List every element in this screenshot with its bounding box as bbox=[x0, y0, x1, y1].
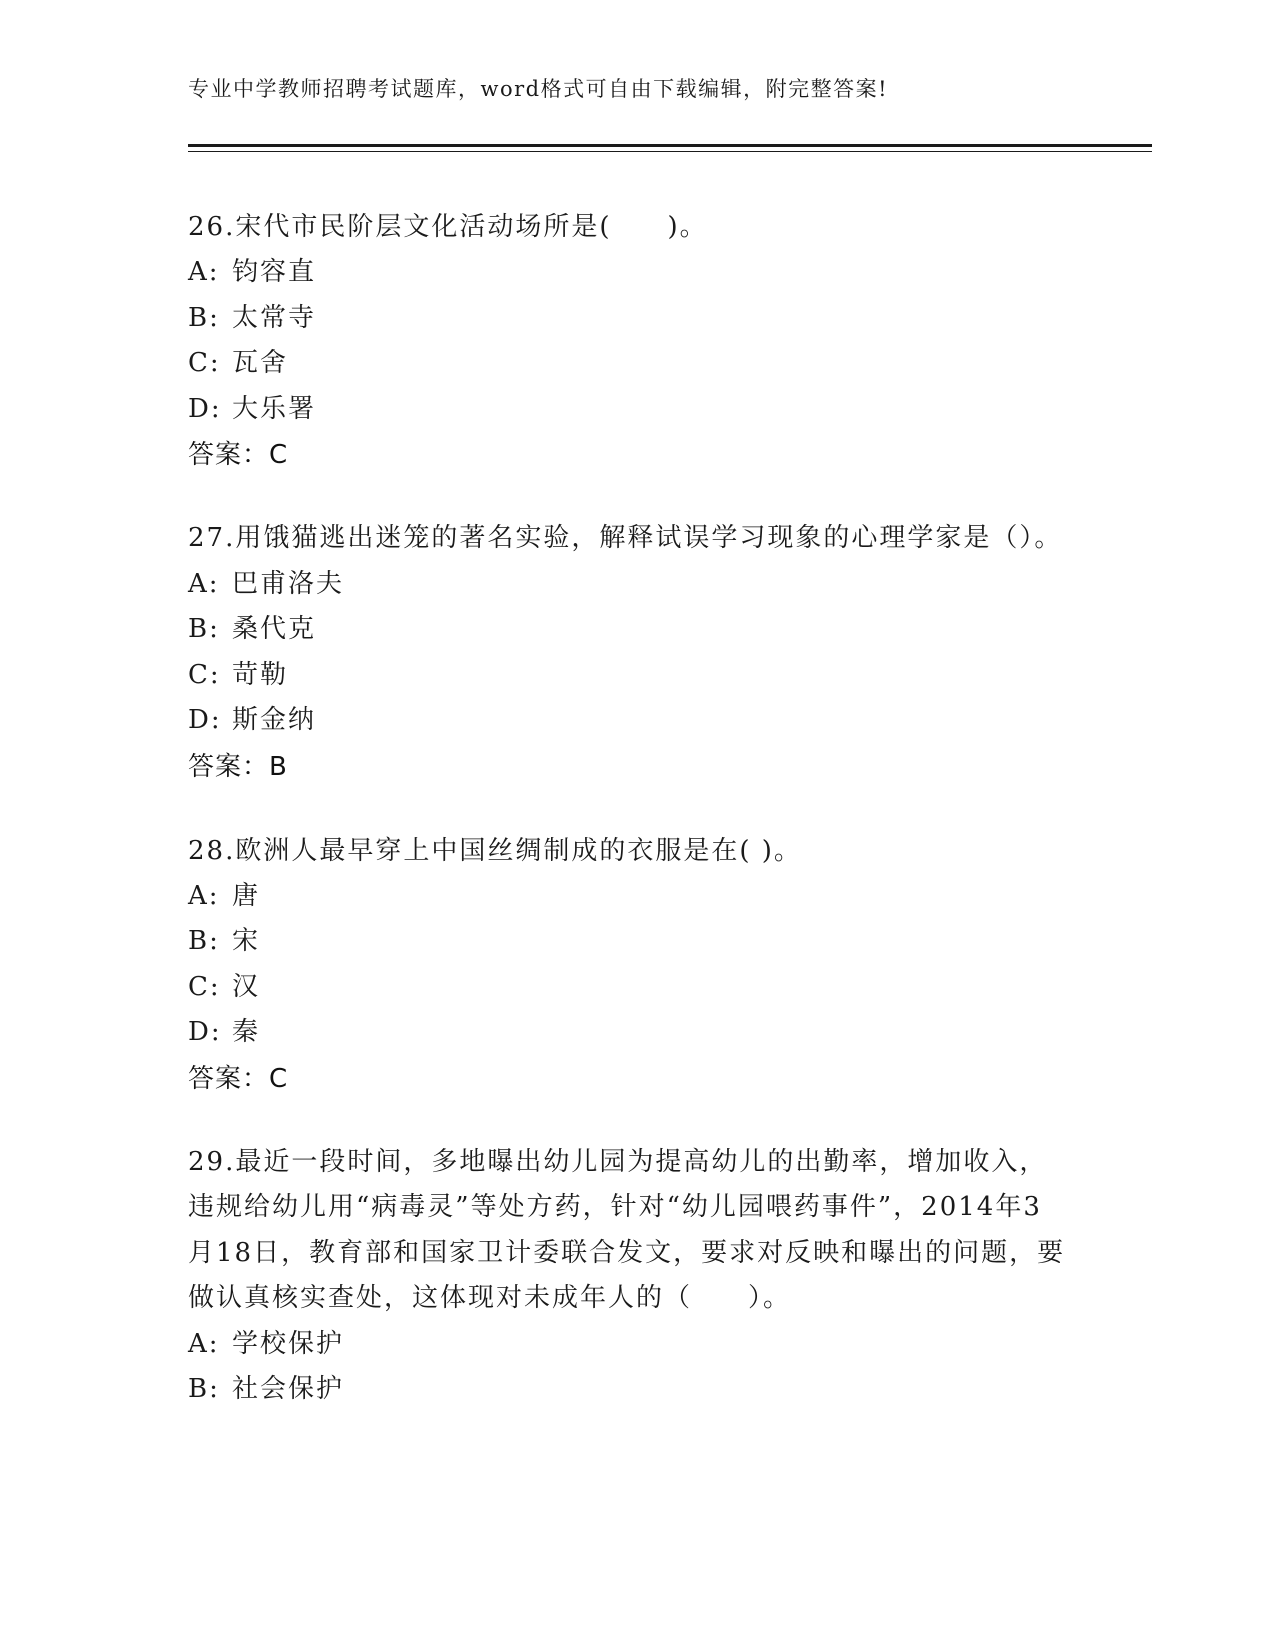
question-list bbox=[188, 204, 1068, 1451]
option-letter: B: bbox=[188, 1374, 220, 1404]
option-text: 宋 bbox=[232, 926, 261, 956]
option-a bbox=[188, 250, 1068, 296]
option-letter: D: bbox=[188, 393, 222, 424]
question-29 bbox=[188, 1140, 1068, 1413]
header-rule-thick bbox=[188, 144, 1152, 147]
option-c bbox=[188, 653, 1068, 699]
question-stem: 28.欧洲人最早穿上中国丝绸制成的衣服是在( )。 bbox=[188, 835, 802, 866]
option-letter: A: bbox=[188, 1328, 220, 1359]
option-text: 巴甫洛夫 bbox=[232, 568, 345, 599]
header-rule-thin bbox=[188, 151, 1152, 152]
answer-text: 答案：B bbox=[188, 751, 288, 782]
option-d bbox=[188, 1010, 1068, 1056]
option-text: 斯金纳 bbox=[232, 705, 317, 735]
option-letter: C: bbox=[188, 971, 221, 1002]
question-stem: 29.最近一段时间，多地曝出幼儿园为提高幼儿的出勤率，增加收入，违规给幼儿用“病毒灵”等处方药，针对“幼儿园喂药事件”，2014年3月18日，教育部和国家卫计委联合发文，要求对反映和曝出的问题，要做认真核实查处，这体现对未成年人的（ ）。 bbox=[188, 1146, 1066, 1313]
question-stem: 26.宋代市民阶层文化活动场所是( )。 bbox=[188, 212, 708, 242]
option-d bbox=[188, 387, 1068, 433]
option-b bbox=[188, 1367, 1068, 1413]
option-letter: B: bbox=[188, 926, 220, 956]
option-text: 太常寺 bbox=[232, 302, 317, 333]
question-28 bbox=[188, 828, 1068, 1102]
question-26 bbox=[188, 204, 1068, 478]
question-stem: 27.用饿猫逃出迷笼的著名实验，解释试误学习现象的心理学家是（）。 bbox=[188, 523, 1063, 553]
option-b bbox=[188, 919, 1068, 965]
option-text: 苛勒 bbox=[232, 659, 289, 690]
option-text: 桑代克 bbox=[232, 614, 317, 644]
option-a bbox=[188, 1322, 1068, 1368]
option-letter: D: bbox=[188, 1017, 222, 1047]
option-text: 秦 bbox=[232, 1017, 261, 1047]
option-letter: B: bbox=[188, 302, 220, 333]
option-c bbox=[188, 965, 1068, 1011]
option-text: 社会保护 bbox=[232, 1374, 345, 1404]
option-a bbox=[188, 874, 1068, 920]
page-header: 专业中学教师招聘考试题库，word格式可自由下载编辑，附完整答案! bbox=[188, 77, 889, 101]
option-text: 瓦舍 bbox=[232, 348, 289, 378]
option-a bbox=[188, 562, 1068, 608]
option-letter: A: bbox=[188, 568, 220, 599]
option-letter: B: bbox=[188, 614, 220, 644]
option-c bbox=[188, 341, 1068, 387]
option-letter: C: bbox=[188, 659, 221, 690]
option-b bbox=[188, 296, 1068, 342]
answer-text: 答案：C bbox=[188, 1063, 289, 1094]
option-text: 汉 bbox=[232, 971, 261, 1002]
option-letter: C: bbox=[188, 348, 221, 378]
option-letter: A: bbox=[188, 257, 220, 287]
option-text: 学校保护 bbox=[232, 1328, 345, 1359]
answer-text: 答案：C bbox=[188, 440, 289, 470]
option-text: 唐 bbox=[232, 880, 261, 911]
question-27 bbox=[188, 516, 1068, 790]
option-b bbox=[188, 607, 1068, 653]
option-d bbox=[188, 698, 1068, 744]
option-letter: A: bbox=[188, 880, 220, 911]
option-text: 大乐署 bbox=[232, 393, 317, 424]
option-letter: D: bbox=[188, 705, 222, 735]
option-text: 钧容直 bbox=[232, 257, 317, 287]
